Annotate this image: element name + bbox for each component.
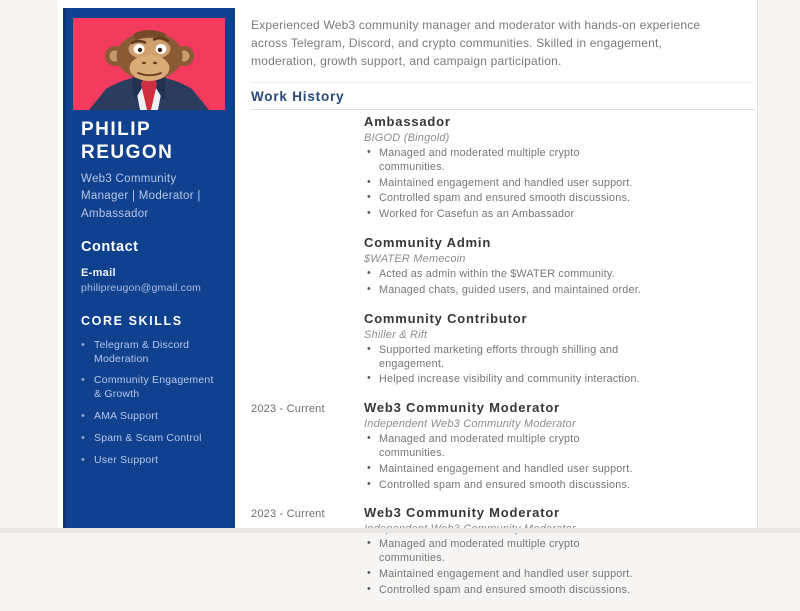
entry-bullet-list [364,538,646,597]
entry-bullet: • Controlled spam and ensured smooth discussions. [364,584,646,598]
entry-bullet: • Helped increase visibility and community interaction. [364,373,646,387]
entry-bullet: • Supported marketing efforts through shilling and engagement. [364,344,646,372]
entry-details [364,505,694,599]
work-history-heading: Work History [251,89,345,104]
skills-list [81,339,219,468]
entry-title: Ambassador [364,114,451,129]
skill-item: • User Support [81,454,219,468]
entry-bullet-list [364,433,646,492]
candidate-role: Web3 Community Manager | Moderator | Ambassador [81,173,201,220]
work-history-entry [251,400,756,494]
entry-date [251,235,364,300]
entry-title: Web3 Community Moderator [364,505,560,521]
section-divider [251,82,754,83]
entry-date: 2023 - Current [251,508,325,521]
work-history-entries [251,114,756,600]
monkey-avatar-icon [73,18,225,110]
entry-bullet-list [364,268,646,298]
entry-bullet-list [364,344,646,387]
work-history-divider [251,109,754,110]
entry-bullet: • Worked for Casefun as an Ambassador [364,208,646,222]
skill-item: • Telegram & Discord Moderation [81,339,219,367]
work-history-entry [251,311,756,389]
skill-item: • Spam & Scam Control [81,432,219,446]
entry-company: Independent Web3 Community Moderator [364,418,576,431]
candidate-last-name: REUGON [81,142,174,163]
entry-bullet: • Acted as admin within the $WATER community. [364,268,646,282]
entry-title: Web3 Community Moderator [364,400,560,416]
entry-date [251,311,364,389]
work-history-entry [251,235,756,300]
entry-bullet: • Managed and moderated multiple crypto communities. [364,433,646,461]
work-history-entry [251,114,756,224]
core-skills-heading: CORE SKILLS [81,313,183,328]
entry-company: Shiller & Rift [364,328,428,341]
candidate-name [81,118,219,164]
entry-bullet: • Maintained engagement and handled user support. [364,568,646,582]
entry-bullet: • Maintained engagement and handled user support. [364,177,646,191]
entry-bullet: • Controlled spam and ensured smooth discussions. [364,192,646,206]
work-history-entry [251,505,756,599]
entry-title: Community Admin [364,235,492,251]
entry-date: 2023 - Current [251,403,325,416]
entry-date [251,114,364,224]
email-value: philipreugon@gmail.com [81,281,202,294]
entry-details [364,311,694,389]
entry-bullet-list [364,147,646,222]
entry-bullet: • Managed and moderated multiple crypto communities. [364,147,646,175]
entry-company: BIGOD (Bingold) [364,132,450,144]
contact-heading: Contact [81,238,139,255]
email-label: E-mail [81,266,116,279]
skill-item: • Community Engagement & Growth [81,374,219,402]
profile-summary: Experienced Web3 community manager and moderator with hands-on experience across Telegram, Discord, and crypto communities. Skilled in engagement, moderation, growth support, and campaign participation. [251,18,701,68]
entry-bullet: • Managed chats, guided users, and maintained order. [364,284,646,298]
entry-bullet: • Maintained engagement and handled user support. [364,463,646,477]
sidebar [63,8,235,530]
entry-bullet: • Controlled spam and ensured smooth discussions. [364,479,646,493]
entry-details [364,400,694,494]
entry-bullet: • Managed and moderated multiple crypto communities. [364,538,646,566]
page-bottom-cutoff [0,528,800,533]
resume-main-column [251,16,756,611]
candidate-first-name: PHILIP [81,119,152,140]
entry-title: Community Contributor [364,310,528,326]
entry-company: $WATER Memecoin [364,253,466,266]
entry-details [364,114,694,224]
resume-page [56,0,758,596]
skill-item: • AMA Support [81,410,219,424]
entry-details [364,235,694,300]
profile-photo [73,18,225,110]
